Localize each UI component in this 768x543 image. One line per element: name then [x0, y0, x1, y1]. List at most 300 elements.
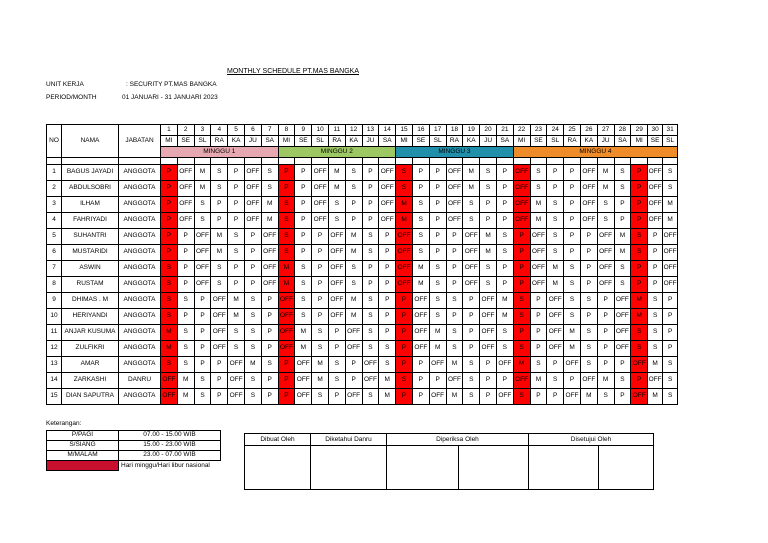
- shift-cell: S: [244, 309, 261, 325]
- shift-cell: P: [631, 197, 648, 213]
- shift-cell: OFF: [463, 261, 480, 277]
- shift-cell: M: [345, 245, 362, 261]
- date-cell: 4: [211, 125, 228, 136]
- day-cell: SA: [614, 136, 631, 147]
- shift-cell: M: [261, 197, 278, 213]
- date-cell: 5: [228, 125, 245, 136]
- shift-cell: P: [261, 341, 278, 357]
- shift-cell: S: [480, 277, 497, 293]
- shift-cell: S: [513, 341, 530, 357]
- shift-cell: S: [244, 373, 261, 389]
- shift-cell: OFF: [513, 197, 530, 213]
- shift-cell: P: [328, 325, 345, 341]
- schedule-table: [46, 124, 678, 405]
- shift-cell: S: [663, 165, 678, 181]
- shift-cell: P: [261, 309, 278, 325]
- shift-cell: P: [496, 165, 513, 181]
- date-cell: 18: [446, 125, 463, 136]
- shift-cell: P: [278, 373, 295, 389]
- shift-cell: S: [580, 293, 597, 309]
- table-row: [47, 309, 678, 325]
- shift-cell: S: [194, 197, 211, 213]
- date-cell: 28: [614, 125, 631, 136]
- day-cell: MI: [631, 136, 648, 147]
- day-cell: SL: [194, 136, 211, 147]
- shift-cell: S: [547, 197, 564, 213]
- shift-cell: P: [513, 229, 530, 245]
- shift-cell: S: [379, 357, 396, 373]
- spacer-cell: [547, 158, 564, 165]
- shift-cell: S: [177, 325, 194, 341]
- shift-cell: OFF: [547, 341, 564, 357]
- legend-time: 23.00 - 07.00 WIB: [119, 451, 221, 461]
- unit-label: UNIT KERJA: [46, 81, 84, 88]
- shift-cell: OFF: [530, 245, 547, 261]
- shift-cell: OFF: [580, 373, 597, 389]
- spacer-cell: [328, 158, 345, 165]
- spacer-cell: [362, 158, 379, 165]
- shift-cell: OFF: [194, 245, 211, 261]
- shift-cell: OFF: [312, 165, 329, 181]
- shift-cell: OFF: [496, 389, 513, 405]
- shift-cell: P: [429, 373, 446, 389]
- shift-cell: M: [161, 341, 178, 357]
- staff-position: ANGGOTA: [119, 341, 161, 357]
- shift-cell: OFF: [513, 373, 530, 389]
- shift-cell: OFF: [429, 357, 446, 373]
- date-cell: 26: [580, 125, 597, 136]
- shift-cell: M: [614, 229, 631, 245]
- shift-cell: P: [244, 277, 261, 293]
- shift-cell: P: [480, 373, 497, 389]
- shift-cell: P: [211, 213, 228, 229]
- shift-cell: S: [631, 229, 648, 245]
- signature-space: [599, 446, 654, 490]
- shift-cell: P: [161, 245, 178, 261]
- shift-cell: P: [295, 197, 312, 213]
- week-band: MINGGU 4: [513, 147, 677, 158]
- shift-cell: P: [429, 197, 446, 213]
- shift-cell: S: [328, 213, 345, 229]
- shift-cell: M: [547, 277, 564, 293]
- document-title: MONTHLY SCHEDULE PT.MAS BANGKA: [227, 68, 359, 75]
- shift-cell: P: [580, 309, 597, 325]
- shift-cell: P: [480, 213, 497, 229]
- spacer-cell: [244, 158, 261, 165]
- shift-cell: S: [328, 197, 345, 213]
- shift-cell: S: [211, 277, 228, 293]
- shift-cell: S: [362, 389, 379, 405]
- shift-cell: S: [261, 357, 278, 373]
- shift-cell: M: [614, 245, 631, 261]
- shift-cell: P: [530, 309, 547, 325]
- legend-code: M/MALAM: [47, 451, 119, 461]
- shift-cell: P: [396, 325, 413, 341]
- spacer-cell: [345, 158, 362, 165]
- staff-position: ANGGOTA: [119, 181, 161, 197]
- staff-name: ZARKASHI: [62, 373, 119, 389]
- shift-cell: S: [412, 245, 429, 261]
- shift-cell: M: [446, 389, 463, 405]
- shift-cell: P: [580, 261, 597, 277]
- shift-cell: S: [312, 389, 329, 405]
- shift-cell: M: [228, 293, 245, 309]
- holiday-label: Hari minggu/Hari libur nasional: [121, 461, 210, 469]
- date-cell: 17: [429, 125, 446, 136]
- shift-cell: M: [278, 277, 295, 293]
- shift-cell: S: [580, 357, 597, 373]
- shift-cell: S: [278, 229, 295, 245]
- shift-cell: S: [412, 197, 429, 213]
- header-position: JABATAN: [119, 125, 161, 158]
- shift-cell: S: [513, 293, 530, 309]
- shift-cell: OFF: [177, 197, 194, 213]
- date-cell: 15: [396, 125, 413, 136]
- shift-cell: S: [547, 373, 564, 389]
- shift-cell: S: [648, 341, 663, 357]
- shift-cell: P: [396, 309, 413, 325]
- shift-cell: OFF: [412, 325, 429, 341]
- shift-cell: S: [211, 261, 228, 277]
- shift-cell: P: [177, 261, 194, 277]
- shift-cell: OFF: [312, 181, 329, 197]
- shift-cell: P: [580, 277, 597, 293]
- shift-cell: P: [446, 245, 463, 261]
- spacer-cell: [194, 158, 211, 165]
- shift-cell: S: [177, 341, 194, 357]
- spacer-cell: [648, 158, 663, 165]
- shift-cell: P: [244, 229, 261, 245]
- shift-cell: S: [362, 341, 379, 357]
- staff-name: ANJAR KUSUMA: [62, 325, 119, 341]
- staff-no: 7: [47, 261, 62, 277]
- shift-cell: OFF: [295, 357, 312, 373]
- day-cell: SE: [412, 136, 429, 147]
- shift-cell: OFF: [177, 165, 194, 181]
- shift-cell: P: [345, 373, 362, 389]
- staff-no: 3: [47, 197, 62, 213]
- shift-cell: P: [295, 181, 312, 197]
- day-cell: MI: [513, 136, 530, 147]
- shift-cell: P: [362, 181, 379, 197]
- date-cell: 30: [648, 125, 663, 136]
- shift-cell: S: [328, 357, 345, 373]
- shift-cell: P: [429, 229, 446, 245]
- shift-cell: P: [513, 277, 530, 293]
- shift-cell: M: [429, 325, 446, 341]
- shift-cell: OFF: [278, 309, 295, 325]
- shift-cell: S: [648, 325, 663, 341]
- staff-name: ILHAM: [62, 197, 119, 213]
- shift-cell: OFF: [244, 165, 261, 181]
- shift-cell: S: [446, 293, 463, 309]
- shift-cell: S: [396, 373, 413, 389]
- shift-cell: M: [648, 389, 663, 405]
- shift-cell: P: [663, 309, 678, 325]
- table-row: [47, 357, 678, 373]
- shift-cell: P: [412, 373, 429, 389]
- shift-cell: P: [161, 165, 178, 181]
- shift-cell: OFF: [345, 325, 362, 341]
- signature-space: [387, 446, 459, 490]
- table-row: [47, 389, 678, 405]
- shift-cell: P: [463, 325, 480, 341]
- shift-cell: OFF: [177, 181, 194, 197]
- shift-cell: M: [328, 165, 345, 181]
- shift-cell: P: [631, 165, 648, 181]
- day-cell: MI: [278, 136, 295, 147]
- shift-cell: OFF: [194, 261, 211, 277]
- spacer-cell: [211, 158, 228, 165]
- shift-cell: P: [648, 277, 663, 293]
- shift-cell: M: [161, 325, 178, 341]
- shift-cell: P: [362, 277, 379, 293]
- shift-cell: S: [614, 261, 631, 277]
- shift-cell: P: [564, 245, 581, 261]
- shift-cell: P: [312, 309, 329, 325]
- legend-code: S/SIANG: [47, 441, 119, 451]
- shift-cell: OFF: [580, 165, 597, 181]
- shift-cell: OFF: [446, 213, 463, 229]
- shift-cell: P: [312, 245, 329, 261]
- shift-cell: OFF: [580, 181, 597, 197]
- staff-position: ANGGOTA: [119, 325, 161, 341]
- staff-no: 8: [47, 277, 62, 293]
- shift-cell: S: [194, 373, 211, 389]
- shift-cell: M: [564, 325, 581, 341]
- shift-cell: S: [463, 213, 480, 229]
- shift-cell: OFF: [648, 373, 663, 389]
- day-cell: SL: [663, 136, 678, 147]
- shift-cell: S: [564, 309, 581, 325]
- staff-name: HERIYANDI: [62, 309, 119, 325]
- shift-cell: OFF: [446, 197, 463, 213]
- shift-cell: OFF: [161, 373, 178, 389]
- shift-cell: S: [396, 181, 413, 197]
- shift-cell: OFF: [597, 245, 614, 261]
- shift-cell: OFF: [480, 325, 497, 341]
- table-row: [47, 165, 678, 181]
- shift-cell: OFF: [463, 277, 480, 293]
- date-cell: 7: [261, 125, 278, 136]
- shift-cell: P: [278, 165, 295, 181]
- table-row: [47, 213, 678, 229]
- shift-cell: S: [177, 293, 194, 309]
- shift-cell: P: [564, 229, 581, 245]
- shift-cell: S: [396, 165, 413, 181]
- legend-row: [47, 431, 221, 441]
- shift-cell: P: [312, 229, 329, 245]
- shift-cell: P: [463, 293, 480, 309]
- shift-cell: M: [312, 373, 329, 389]
- shift-cell: OFF: [228, 373, 245, 389]
- shift-cell: OFF: [614, 293, 631, 309]
- shift-cell: M: [597, 181, 614, 197]
- spacer-cell: [379, 158, 396, 165]
- shift-cell: OFF: [513, 213, 530, 229]
- shift-cell: S: [362, 229, 379, 245]
- shift-cell: S: [244, 341, 261, 357]
- week-band: MINGGU 2: [278, 147, 396, 158]
- shift-cell: OFF: [261, 277, 278, 293]
- shift-cell: OFF: [328, 229, 345, 245]
- shift-cell: P: [228, 213, 245, 229]
- shift-cell: OFF: [211, 309, 228, 325]
- shift-cell: OFF: [295, 373, 312, 389]
- shift-cell: S: [597, 389, 614, 405]
- shift-cell: M: [295, 325, 312, 341]
- date-cell: 16: [412, 125, 429, 136]
- shift-cell: P: [261, 373, 278, 389]
- table-row: [47, 325, 678, 341]
- staff-position: ANGGOTA: [119, 389, 161, 405]
- date-cell: 23: [530, 125, 547, 136]
- shift-cell: P: [480, 389, 497, 405]
- shift-cell: S: [362, 245, 379, 261]
- shift-cell: OFF: [312, 197, 329, 213]
- date-cell: 27: [597, 125, 614, 136]
- shift-cell: OFF: [412, 341, 429, 357]
- shift-cell: M: [345, 229, 362, 245]
- shift-cell: P: [228, 277, 245, 293]
- date-cell: 21: [496, 125, 513, 136]
- shift-cell: OFF: [513, 165, 530, 181]
- day-cell: JU: [244, 136, 261, 147]
- shift-cell: S: [244, 293, 261, 309]
- shift-cell: P: [496, 181, 513, 197]
- shift-cell: S: [161, 357, 178, 373]
- shift-cell: P: [446, 261, 463, 277]
- shift-cell: P: [597, 341, 614, 357]
- shift-cell: M: [261, 213, 278, 229]
- shift-cell: OFF: [194, 229, 211, 245]
- shift-cell: P: [261, 293, 278, 309]
- shift-cell: P: [530, 325, 547, 341]
- spacer-cell: [597, 158, 614, 165]
- shift-cell: S: [429, 277, 446, 293]
- day-cell: SL: [429, 136, 446, 147]
- table-row: [47, 181, 678, 197]
- date-cell: 10: [312, 125, 329, 136]
- shift-cell: S: [463, 197, 480, 213]
- shift-cell: M: [663, 213, 678, 229]
- shift-cell: OFF: [244, 213, 261, 229]
- signature-space: [311, 446, 387, 490]
- shift-cell: P: [362, 165, 379, 181]
- shift-cell: OFF: [580, 197, 597, 213]
- shift-cell: S: [648, 293, 663, 309]
- shift-cell: S: [312, 341, 329, 357]
- shift-cell: S: [480, 261, 497, 277]
- shift-cell: M: [463, 165, 480, 181]
- signature-label: Disetujui Oleh: [529, 434, 654, 446]
- shift-cell: P: [295, 213, 312, 229]
- staff-position: ANGGOTA: [119, 165, 161, 181]
- shift-cell: S: [228, 325, 245, 341]
- shift-cell: M: [580, 389, 597, 405]
- shift-cell: M: [345, 309, 362, 325]
- shift-cell: OFF: [614, 325, 631, 341]
- staff-position: ANGGOTA: [119, 261, 161, 277]
- shift-cell: OFF: [597, 277, 614, 293]
- shift-cell: M: [412, 277, 429, 293]
- staff-name: DHIMAS . M: [62, 293, 119, 309]
- shift-cell: OFF: [663, 261, 678, 277]
- shift-cell: S: [631, 325, 648, 341]
- shift-cell: M: [295, 341, 312, 357]
- spacer-cell: [161, 158, 178, 165]
- shift-cell: OFF: [379, 213, 396, 229]
- shift-cell: S: [580, 325, 597, 341]
- shift-cell: OFF: [161, 389, 178, 405]
- shift-cell: OFF: [278, 325, 295, 341]
- shift-cell: OFF: [597, 229, 614, 245]
- staff-position: ANGGOTA: [119, 309, 161, 325]
- shift-cell: P: [295, 229, 312, 245]
- shift-cell: S: [278, 197, 295, 213]
- shift-cell: P: [278, 389, 295, 405]
- spacer-cell: [513, 158, 530, 165]
- staff-no: 4: [47, 213, 62, 229]
- shift-cell: P: [480, 357, 497, 373]
- shift-cell: P: [211, 357, 228, 373]
- legend-row: [47, 461, 221, 471]
- shift-cell: M: [412, 261, 429, 277]
- table-row: [47, 293, 678, 309]
- shift-cell: P: [614, 197, 631, 213]
- shift-cell: P: [564, 213, 581, 229]
- day-cell: JU: [480, 136, 497, 147]
- shift-cell: P: [177, 309, 194, 325]
- shift-cell: P: [547, 165, 564, 181]
- date-cell: 13: [362, 125, 379, 136]
- shift-cell: P: [547, 389, 564, 405]
- shift-cell: S: [530, 165, 547, 181]
- shift-cell: P: [631, 181, 648, 197]
- spacer-cell: [261, 158, 278, 165]
- spacer-cell: [530, 158, 547, 165]
- shift-cell: S: [228, 229, 245, 245]
- shift-cell: S: [412, 213, 429, 229]
- shift-cell: S: [564, 277, 581, 293]
- shift-cell: S: [362, 325, 379, 341]
- staff-position: ANGGOTA: [119, 277, 161, 293]
- shift-cell: M: [496, 309, 513, 325]
- shift-cell: P: [362, 197, 379, 213]
- shift-cell: OFF: [278, 293, 295, 309]
- signature-table: [244, 433, 654, 490]
- shift-cell: P: [362, 213, 379, 229]
- shift-cell: M: [530, 197, 547, 213]
- shift-cell: OFF: [345, 341, 362, 357]
- shift-cell: OFF: [446, 181, 463, 197]
- shift-cell: M: [547, 261, 564, 277]
- shift-cell: S: [194, 389, 211, 405]
- shift-cell: M: [278, 261, 295, 277]
- shift-cell: M: [244, 357, 261, 373]
- shift-cell: S: [345, 181, 362, 197]
- shift-cell: S: [261, 181, 278, 197]
- header-no: NO: [47, 125, 62, 158]
- shift-cell: OFF: [177, 213, 194, 229]
- shift-cell: P: [396, 293, 413, 309]
- staff-position: ANGGOTA: [119, 245, 161, 261]
- shift-cell: P: [530, 293, 547, 309]
- staff-no: 5: [47, 229, 62, 245]
- shift-cell: P: [228, 197, 245, 213]
- shift-cell: S: [278, 245, 295, 261]
- shift-cell: S: [194, 213, 211, 229]
